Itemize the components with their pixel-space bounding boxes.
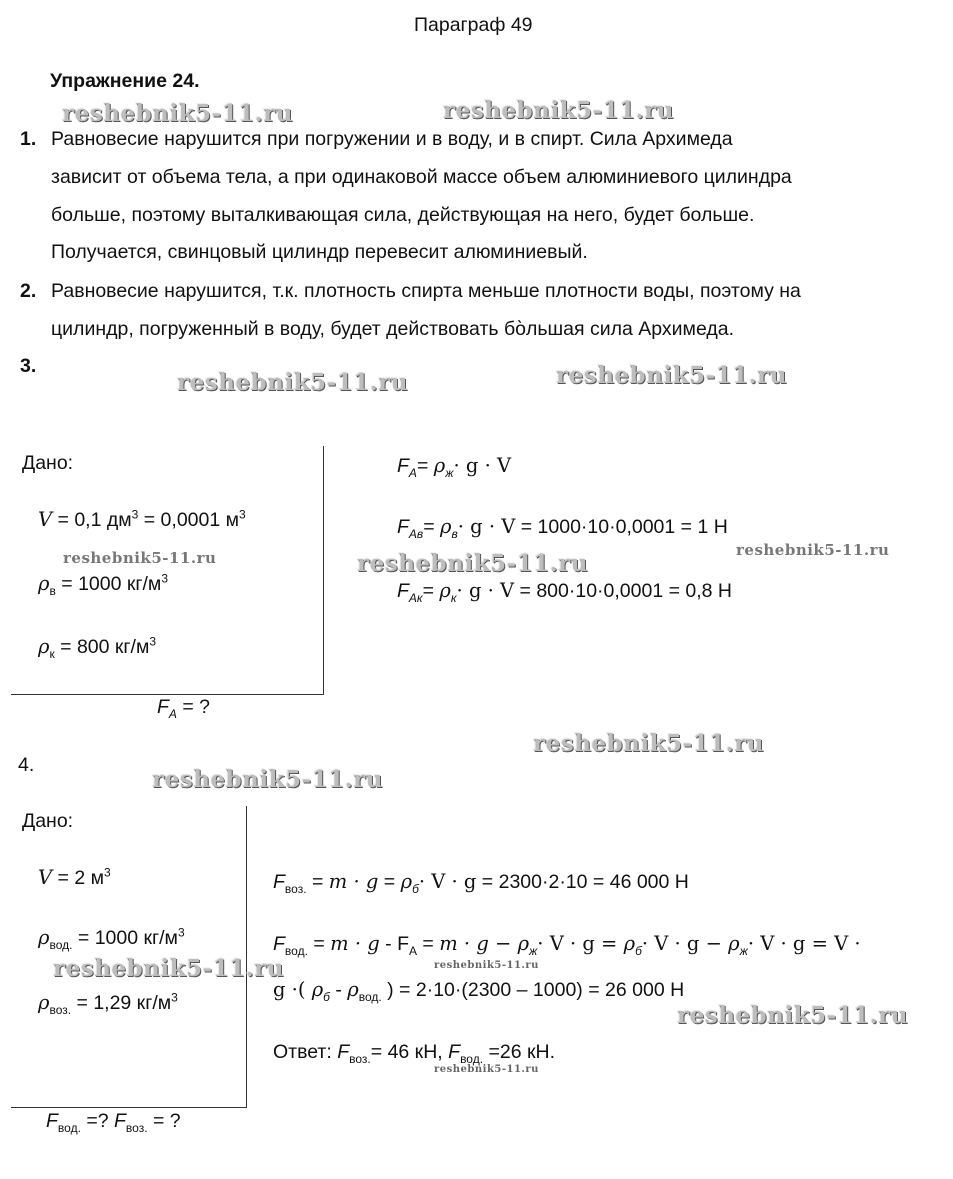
watermark: reshebnik5-11.ru [677, 1002, 908, 1029]
task-4-given-label: Дано: [22, 810, 74, 832]
exercise-title: Упражнение 24. [50, 70, 200, 92]
task-4-number: 4. [18, 754, 35, 776]
task-3-formula-2: $F_{Ав}= \rho_в\cdot g \cdot V = 1000\cdot 10\cdot 0,0001 = 1$ Н [397, 515, 728, 541]
answer-1-line-2: зависит от объема тела, а при одинаковой массе объем алюминиевого цилиндра [51, 166, 792, 188]
volume-symbol: V [38, 508, 53, 531]
task-4-given-rho-water: $\rho_{вод.} = 1000$ $кг/м^3$ [38, 925, 185, 952]
watermark: reshebnik5-11.ru [443, 97, 674, 124]
task-3-given-rho-water: $\rho_в = 1000$ $кг/м^3$ [38, 571, 169, 598]
watermark: reshebnik5-11.ru [62, 100, 293, 127]
watermark: reshebnik5-11.ru [63, 549, 217, 567]
watermark: reshebnik5-11.ru [177, 369, 408, 396]
task-3-given-rho-kerosene: $\rho_к = 800$ $кг/м^3$ [38, 634, 157, 661]
task-4-formula-2: $F_{вод.} = m \cdot g - F_A = m \cdot g - \rho_ж\cdot V \cdot g = \rho_б\cdot V \cdot g - \rho_ж\cdot V \cdot g = V$ · [273, 932, 861, 958]
watermark: reshebnik5-11.ru [533, 730, 764, 757]
task-4-formula-1: $F_{воз.} = m \cdot g = \rho_б\cdot V \cdot g = 2300\cdot 2\cdot 10 = 46$ 000 Н [273, 870, 689, 896]
watermark: reshebnik5-11.ru [556, 362, 787, 389]
task-3-formula-3: $F_{Ак}= \rho_к\cdot g \cdot V = 800\cdot 10\cdot 0,0001 = 0,8$ Н [397, 579, 733, 605]
answer-2-line-1: Равновесие нарушится, т.к. плотность спирта меньше плотности воды, поэтому на [51, 280, 801, 302]
answer-2-line-2: цилиндр, погруженный в воду, будет действовать бо̀льшая сила Архимеда. [51, 318, 735, 340]
task-3-given-volume: V = 0,1 $дм^3 = 0,0001$ $м^3$ [38, 507, 246, 531]
task-3-divider-vertical [323, 446, 324, 694]
watermark: reshebnik5-11.ru [357, 550, 588, 577]
task-3-number: 3. [20, 355, 37, 377]
task-3-find: $F_A$ = ? [157, 696, 211, 721]
watermark: reshebnik5-11.ru [434, 960, 539, 971]
answer-1-line-3: больше, поэтому выталкивающая сила, действующая на него, будет больше. [51, 204, 755, 226]
task-3-given-label: Дано: [22, 452, 74, 474]
watermark: reshebnik5-11.ru [434, 1064, 539, 1075]
answer-1-line-1: Равновесие нарушится при погружении и в воду, и в спирт. Сила Архимеда [51, 128, 733, 150]
task-4-answer: Ответ: $F_{воз.}= 46$ кН, $F_{вод.} =26$ кН. [273, 1041, 556, 1066]
watermark: reshebnik5-11.ru [53, 955, 284, 982]
watermark: reshebnik5-11.ru [152, 766, 383, 793]
page-title: Параграф 49 [414, 14, 533, 36]
task-3-divider-horizontal [11, 694, 324, 695]
task-4-given-volume: V = 2 $м^3$ [38, 865, 111, 889]
task-4-formula-3: g ·( $\rho_б - \rho_{вод.}$ ) = 2·10·(2300 – 1000) = 26 000 Н [273, 978, 685, 1004]
task-4-find: $F_{вод.}$ =? $F_{воз.}$ = ? [46, 1110, 181, 1135]
watermark: reshebnik5-11.ru [736, 541, 890, 559]
answer-1-number: 1. [20, 128, 37, 150]
task-4-given-rho-air: $\rho_{воз.} = 1,29$ $кг/м^3$ [38, 990, 178, 1017]
task-4-divider-horizontal [11, 1107, 247, 1108]
task-3-formula-1: $F_A= \rho_ж\cdot g \cdot V$ [397, 454, 512, 480]
answer-2-number: 2. [20, 280, 37, 302]
answer-1-line-4: Получается, свинцовый цилиндр перевесит алюминиевый. [51, 241, 588, 263]
